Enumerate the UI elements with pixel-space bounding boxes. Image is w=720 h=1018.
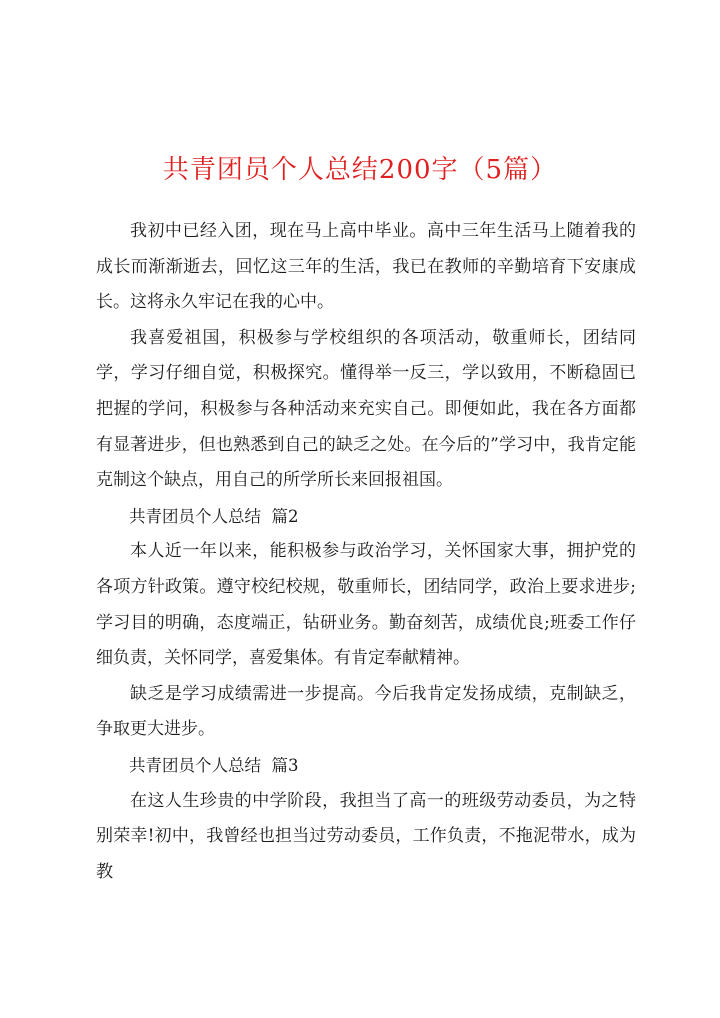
document-body [96, 214, 636, 890]
paragraph: 缺乏是学习成绩需进一步提高。今后我肯定发扬成绩，克制缺乏，争取更大进步。 [96, 683, 636, 740]
document-title: 共青团员个人总结200字（5篇） [162, 155, 558, 185]
paragraph: 本人近一年以来，能积极参与政治学习，关怀国家大事，拥护党的各项方针政策。遵守校纪校规，敬重师长，团结同学，政治上要求进步;学习目的明确，态度端正，钻研业务。勤奋刻苦，成绩优良;班委工作仔细负责，关怀同学，喜爱集体。有肯定奉献精神。 [96, 541, 636, 669]
section-heading: 共青团员个人总结 篇3 [129, 755, 299, 775]
paragraph: 我喜爱祖国，积极参与学校组织的各项活动，敬重师长，团结同学，学习仔细自觉，积极探究。懂得举一反三，学以致用，不断稳固已把握的学问，积极参与各种活动来充实自己。即便如此，我在各方面都有显著进步，但也熟悉到自己的缺乏之处。在今后的”学习中，我肯定能克制这个缺点，用自己的所学所长来回报祖国。 [96, 327, 636, 491]
section-heading: 共青团员个人总结 篇2 [129, 506, 299, 526]
paragraph: 在这人生珍贵的中学阶段，我担当了高一的班级劳动委员，为之特别荣幸!初中，我曾经也担当过劳动委员，工作负责，不拖泥带水，成为教 [96, 790, 636, 882]
paragraph: 我初中已经入团，现在马上高中毕业。高中三年生活马上随着我的成长而渐渐逝去，回忆这三年的生活，我已在教师的辛勤培育下安康成长。这将永久牢记在我的心中。 [96, 221, 636, 313]
